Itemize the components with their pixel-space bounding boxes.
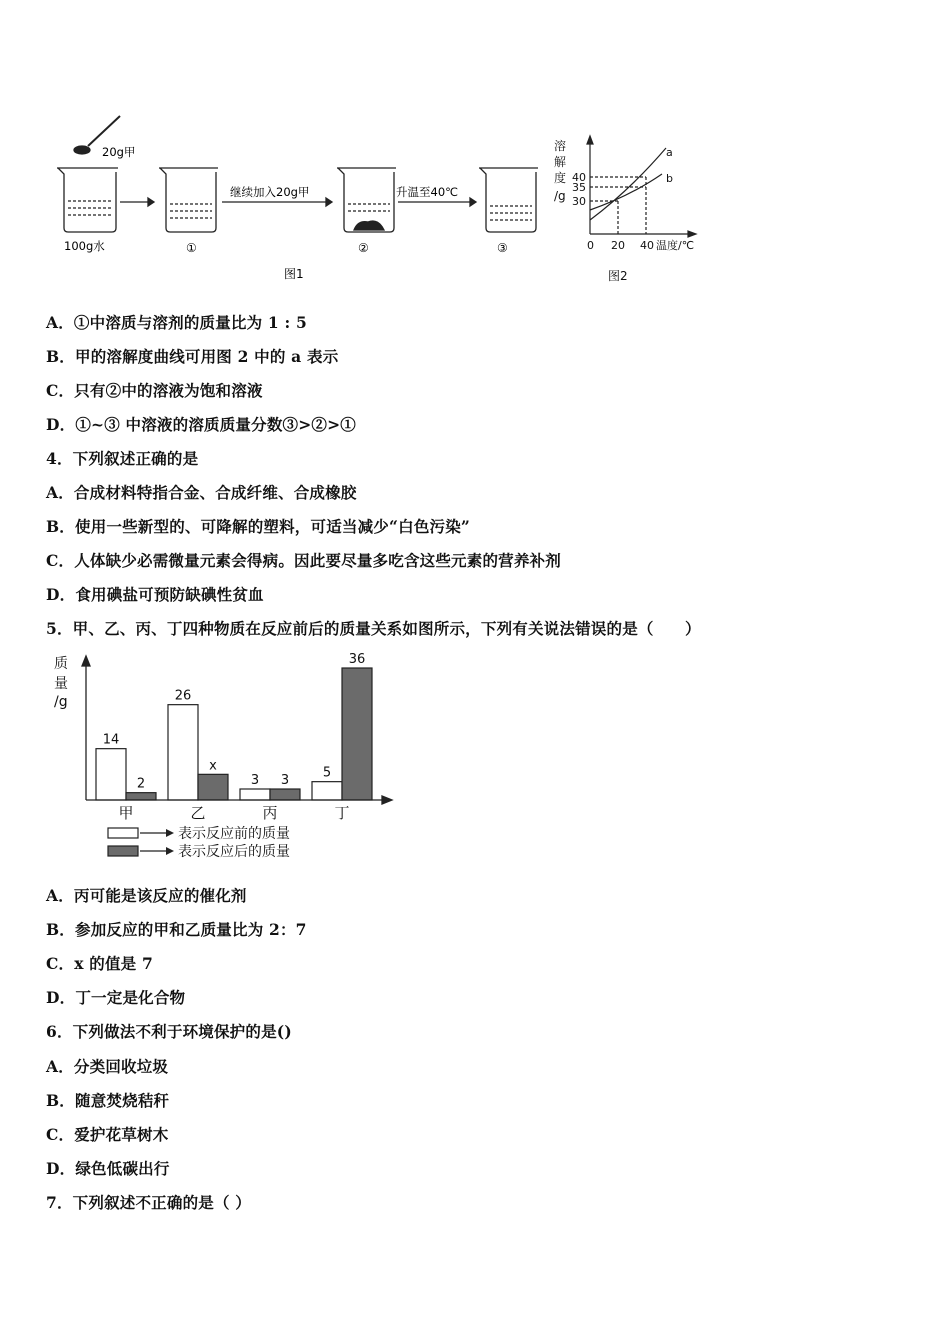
chart-ylabel-2: 量 bbox=[54, 676, 68, 692]
bar-label-after-2: 3 bbox=[280, 773, 290, 788]
q3-option-a: A．①中溶质与溶剂的质量比为 1 : 5 bbox=[46, 313, 308, 332]
spoon-label: 20g甲 bbox=[102, 145, 136, 159]
arrow2-label: 升温至40℃ bbox=[396, 185, 459, 199]
legend-swatch-before bbox=[108, 828, 138, 838]
category-label-0: 甲 bbox=[118, 804, 134, 822]
q6-option-b: B．随意焚烧秸秆 bbox=[46, 1091, 170, 1110]
curve-b-label: b bbox=[666, 172, 673, 185]
category-label-1: 乙 bbox=[190, 804, 206, 822]
q6-stem: 6．下列做法不利于环境保护的是() bbox=[46, 1022, 292, 1041]
figure1-beakers bbox=[40, 108, 508, 283]
bar-label-before-3: 5 bbox=[322, 765, 332, 781]
bar-after-2 bbox=[270, 789, 300, 800]
bar-label-after-3: 36 bbox=[348, 652, 366, 667]
fig2-xtick-0: 0 bbox=[587, 239, 594, 252]
q3-option-b: B．甲的溶解度曲线可用图 2 中的 a 表示 bbox=[46, 347, 339, 366]
bar-after-3 bbox=[342, 668, 372, 800]
legend-swatch-after bbox=[108, 846, 138, 856]
q5-option-d: D．丁一定是化合物 bbox=[46, 988, 186, 1007]
figure2-caption: 图2 bbox=[608, 269, 628, 283]
q4-option-d: D．食用碘盐可预防缺碘性贫血 bbox=[46, 585, 264, 604]
bar-label-after-0: 2 bbox=[136, 776, 146, 792]
beaker-1 bbox=[159, 168, 218, 232]
fig2-ylabel-4: /g bbox=[554, 189, 566, 203]
beaker-2-label: ② bbox=[358, 241, 369, 255]
fig2-ylabel-2: 解 bbox=[554, 155, 567, 169]
q5-option-a: A．丙可能是该反应的催化剂 bbox=[46, 886, 247, 905]
fig2-xtick-20: 20 bbox=[611, 239, 625, 252]
fig2-xlabel: 温度/℃ bbox=[656, 239, 695, 252]
fig2-ylabel-3: 度 bbox=[554, 171, 567, 185]
chart-legend bbox=[108, 825, 290, 860]
curve-a bbox=[590, 148, 666, 220]
q5-bar-chart bbox=[50, 648, 395, 863]
category-label-2: 丙 bbox=[262, 804, 278, 822]
figure1-caption: 图1 bbox=[284, 267, 304, 281]
legend-after-label: 表示反应后的质量 bbox=[178, 844, 290, 860]
bar-after-1 bbox=[198, 774, 228, 800]
q4-option-b: B．使用一些新型的、可降解的塑料，可适当减少“白色污染” bbox=[46, 517, 471, 536]
fig2-ylabel-1: 溶 bbox=[554, 139, 567, 153]
arrow1-label: 继续加入20g甲 bbox=[230, 185, 310, 199]
chart-ylabel-3: /g bbox=[54, 694, 68, 710]
q6-option-d: D．绿色低碳出行 bbox=[46, 1159, 170, 1178]
q3-option-c: C．只有②中的溶液为饱和溶液 bbox=[46, 381, 263, 400]
curve-b bbox=[590, 174, 662, 210]
bar-after-0 bbox=[126, 793, 156, 800]
beaker-3-label: ③ bbox=[497, 241, 508, 255]
curve-a-label: a bbox=[666, 146, 673, 159]
q4-stem: 4．下列叙述正确的是 bbox=[46, 449, 199, 468]
q5-option-b: B．参加反应的甲和乙质量比为 2：7 bbox=[46, 920, 307, 939]
legend-arrow-icon bbox=[166, 829, 174, 837]
water-label: 100g水 bbox=[64, 239, 105, 253]
bar-before-0 bbox=[96, 749, 126, 800]
q5-stem: 5．甲、乙、丙、丁四种物质在反应前后的质量关系如图所示，下列有关说法错误的是（ ） bbox=[46, 619, 701, 638]
bar-label-before-0: 14 bbox=[102, 732, 120, 748]
q6-option-c: C．爱护花草树木 bbox=[46, 1125, 169, 1144]
bar-label-before-1: 26 bbox=[174, 688, 192, 704]
bar-label-before-2: 3 bbox=[250, 773, 260, 788]
fig2-ytick-30: 30 bbox=[572, 195, 586, 208]
figure2-solubility bbox=[550, 130, 720, 290]
q6-option-a: A．分类回收垃圾 bbox=[46, 1057, 169, 1076]
q4-option-a: A．合成材料特指合金、合成纤维、合成橡胶 bbox=[46, 483, 357, 502]
q7-stem: 7．下列叙述不正确的是（ ） bbox=[46, 1193, 251, 1212]
chart-ylabel-1: 质 bbox=[54, 656, 68, 672]
bar-before-1 bbox=[168, 705, 198, 800]
fig2-ytick-40: 40 bbox=[572, 171, 586, 184]
beaker-1-label: ① bbox=[186, 241, 197, 255]
fig2-xtick-40: 40 bbox=[640, 239, 654, 252]
category-label-3: 丁 bbox=[334, 804, 350, 822]
q5-option-c: C．x 的值是 7 bbox=[46, 954, 153, 973]
beaker-3 bbox=[478, 108, 548, 238]
legend-arrow-icon bbox=[166, 847, 174, 855]
beaker-water bbox=[57, 168, 118, 232]
q3-option-d: D．①~③ 中溶液的溶质质量分数③>②>① bbox=[46, 415, 357, 434]
y-axis-arrow-icon bbox=[82, 656, 90, 666]
bar-before-2 bbox=[240, 789, 270, 800]
legend-before-label: 表示反应前的质量 bbox=[178, 826, 290, 842]
beaker-2 bbox=[337, 168, 396, 232]
fig2-ytick-35: 35 bbox=[572, 181, 586, 194]
bar-before-3 bbox=[312, 782, 342, 800]
bar-label-after-1: x bbox=[209, 758, 217, 774]
q4-option-c: C．人体缺少必需微量元素会得病。因此要尽量多吃含这些元素的营养补剂 bbox=[46, 551, 561, 570]
x-axis-arrow-icon bbox=[382, 796, 392, 804]
